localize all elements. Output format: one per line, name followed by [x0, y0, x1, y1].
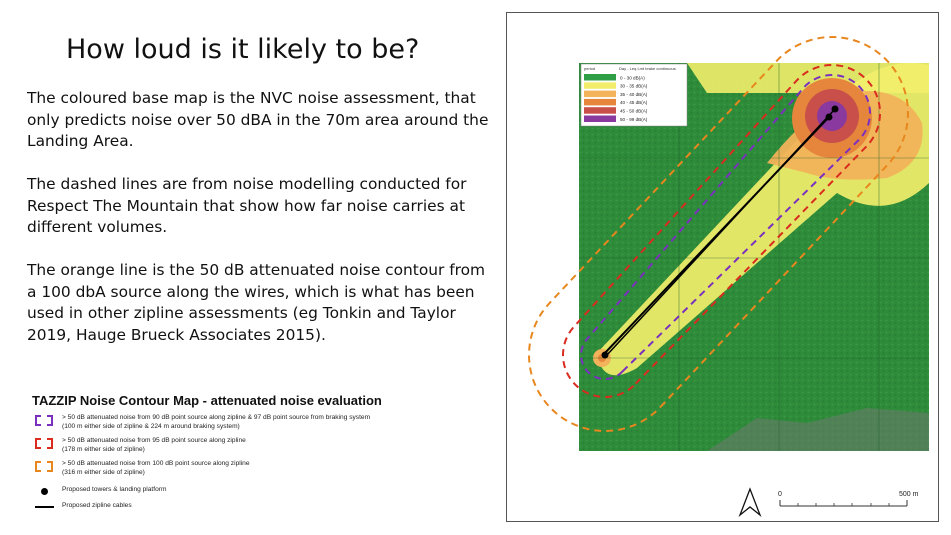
- legend-item-red-line1: > 50 dB attenuated noise from 95 dB point source along zipline: [62, 437, 246, 444]
- scale-start-label: 0: [778, 491, 782, 498]
- legend-item-towers: [34, 486, 166, 500]
- legend-item-orange-line2: (316 m either side of zipline): [62, 468, 145, 476]
- scale-bar: [778, 491, 919, 506]
- legend-cables-label: Proposed zipline cables: [62, 502, 132, 509]
- page-title: How loud is it likely to be?: [66, 34, 420, 65]
- orange-dashed-square-icon: [34, 460, 56, 474]
- purple-dashed-square-icon: [34, 414, 56, 428]
- map-legend-swatch-0: [584, 74, 616, 81]
- noise-contour-map: [506, 12, 939, 522]
- legend-item-purple-line2: (100 m either side of zipline & 224 m around braking system): [62, 422, 240, 430]
- paragraph-dashed-lines: The dashed lines are from noise modelling conducted for Respect The Mountain that show how far noise carries at different volumes.: [27, 175, 467, 236]
- tower-landing-2: [832, 106, 839, 113]
- map-legend-label-2: 35 - 40 dB(A): [620, 91, 648, 97]
- map-legend-label-3: 40 - 45 dB(A): [620, 100, 648, 106]
- map-legend-label-1: 30 - 35 dB(A): [620, 83, 648, 89]
- legend-item-red: [34, 437, 246, 454]
- legend-item-red-line2: (178 m either side of zipline): [62, 445, 145, 453]
- map-legend-swatch-2: [584, 91, 616, 98]
- map-legend-box: [581, 64, 687, 126]
- paragraph-base-map: The coloured base map is the NVC noise assessment, that only predicts noise over 50 dBA in the 70m area around the Landing Area.: [27, 89, 489, 150]
- black-line-icon: [34, 502, 56, 516]
- map-legend-header-right: Day - Leq Lmt brake continuous: [619, 66, 676, 71]
- map-legend-swatch-3: [584, 99, 616, 106]
- map-svg: [507, 13, 940, 523]
- legend-item-orange: [34, 460, 250, 477]
- black-dot-icon: [34, 486, 56, 500]
- legend-item-orange-line1: > 50 dB attenuated noise from 100 dB point source along zipline: [62, 460, 250, 467]
- legend-item-cables: [34, 502, 132, 516]
- legend-item-purple: [34, 414, 370, 431]
- scale-end-label: 500 m: [899, 491, 919, 498]
- map-legend-header-left: period: [584, 66, 596, 71]
- legend-item-purple-line1: > 50 dB attenuated noise from 90 dB point source along zipline & 97 dB point source from braking system: [62, 414, 371, 421]
- map-legend-label-5: 50 - 99 dB(A): [620, 116, 648, 122]
- map-legend-label-0: 0 - 30 dB(A): [620, 75, 645, 81]
- north-arrow-icon: [740, 489, 760, 515]
- tower-start: [602, 352, 609, 359]
- map-legend-swatch-5: [584, 116, 616, 123]
- legend-towers-label: Proposed towers & landing platform: [62, 486, 167, 493]
- map-legend-label-4: 45 - 50 dB(A): [620, 108, 648, 114]
- tower-landing: [826, 114, 833, 121]
- paragraph-orange-line: The orange line is the 50 dB attenuated noise contour from a 100 dbA source along the wires, which is what has been used in other zipline assessments (eg Tonkin and Taylor 2019, Hauge Brueck Associates 2015).: [27, 261, 486, 344]
- map-legend-swatch-1: [584, 82, 616, 89]
- map-legend-swatch-4: [584, 107, 616, 114]
- red-dashed-square-icon: [34, 437, 56, 451]
- legend-title: TAZZIP Noise Contour Map - attenuated noise evaluation: [32, 393, 382, 408]
